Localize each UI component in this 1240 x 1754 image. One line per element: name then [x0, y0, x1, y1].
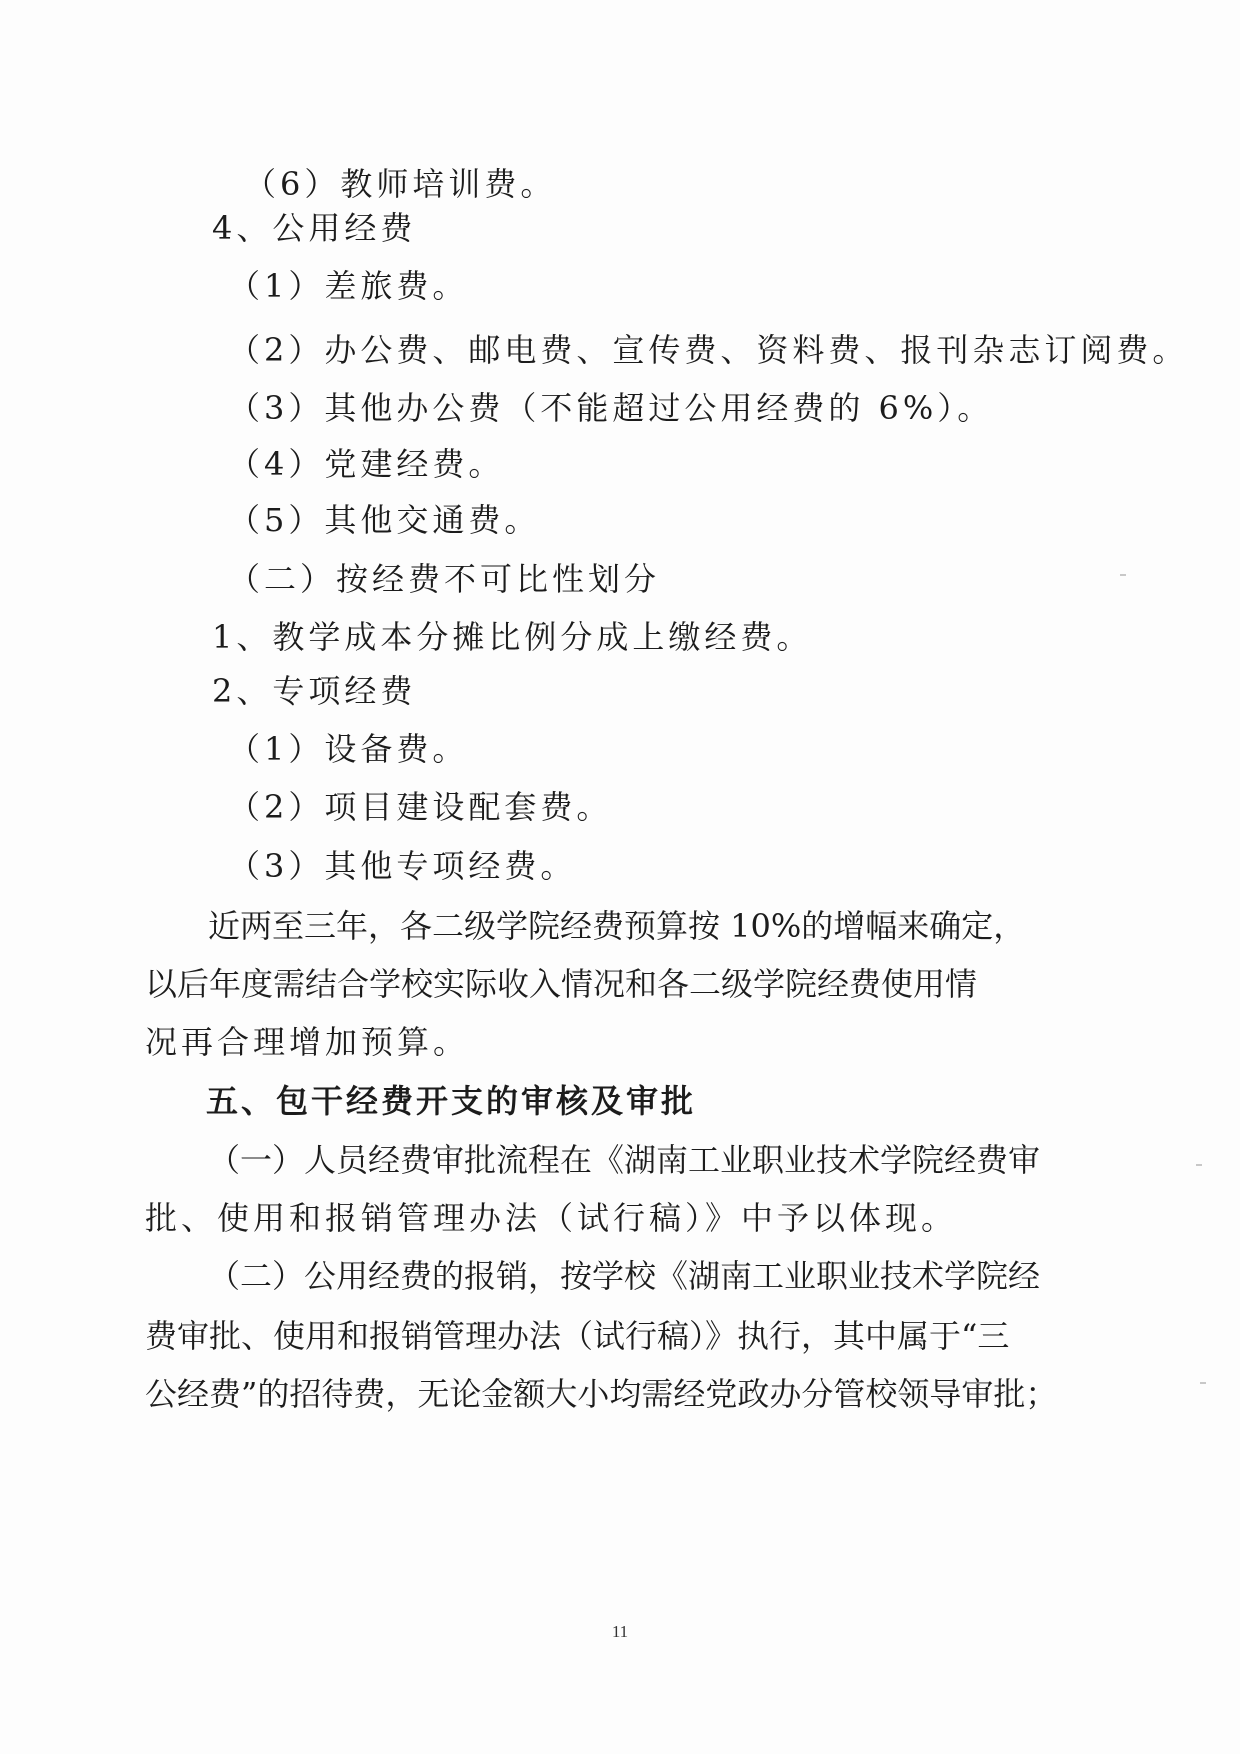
item-project-matching: （2）项目建设配套费。: [228, 788, 613, 826]
scan-speck: [1120, 574, 1126, 576]
item-office: （2）办公费、邮电费、宣传费、资料费、报刊杂志订阅费。: [228, 331, 1189, 369]
paragraph-public-line-1: （二）公用经费的报销，按学校《湖南工业职业技术学院经: [208, 1257, 1041, 1295]
section-special-funds: 2、专项经费: [212, 672, 417, 710]
item-other-office: （3）其他办公费（不能超过公用经费的 6%）。: [228, 389, 994, 427]
paragraph-public-line-2: 费审批、使用和报销管理办法（试行稿）》执行，其中属于“三: [145, 1317, 1010, 1355]
paragraph-public-line-3: 公经费”的招待费，无论金额大小均需经党政办分管校领导审批；: [145, 1375, 1058, 1413]
scan-speck: [1200, 1382, 1206, 1384]
subsection-incomparability: （二）按经费不可比性划分: [228, 560, 661, 598]
item-equipment: （1）设备费。: [228, 730, 469, 768]
item-teacher-training: （6）教师培训费。: [244, 165, 557, 203]
item-party-building: （4）党建经费。: [228, 445, 505, 483]
paragraph-budget-line-3: 况再合理增加预算。: [145, 1023, 470, 1061]
item-other-special: （3）其他专项经费。: [228, 847, 577, 885]
item-other-transport: （5）其他交通费。: [228, 501, 541, 539]
section-heading-five: 五、包干经费开支的审核及审批: [206, 1082, 697, 1120]
paragraph-budget-line-1: 近两至三年，各二级学院经费预算按 10%的增幅来确定，: [208, 907, 1026, 945]
paragraph-budget-line-2: 以后年度需结合学校实际收入情况和各二级学院经费使用情: [145, 965, 978, 1003]
item-travel: （1）差旅费。: [228, 267, 469, 305]
item-teaching-cost: 1、教学成本分摊比例分成上缴经费。: [212, 618, 813, 656]
paragraph-personnel-line-2: 批、使用和报销管理办法（试行稿）》中予以体现。: [145, 1199, 958, 1237]
scan-speck: [1196, 1164, 1202, 1166]
section-public-funds: 4、公用经费: [212, 209, 417, 247]
page-number: 11: [611, 1622, 629, 1641]
paragraph-personnel-line-1: （一）人员经费审批流程在《湖南工业职业技术学院经费审: [208, 1141, 1041, 1179]
